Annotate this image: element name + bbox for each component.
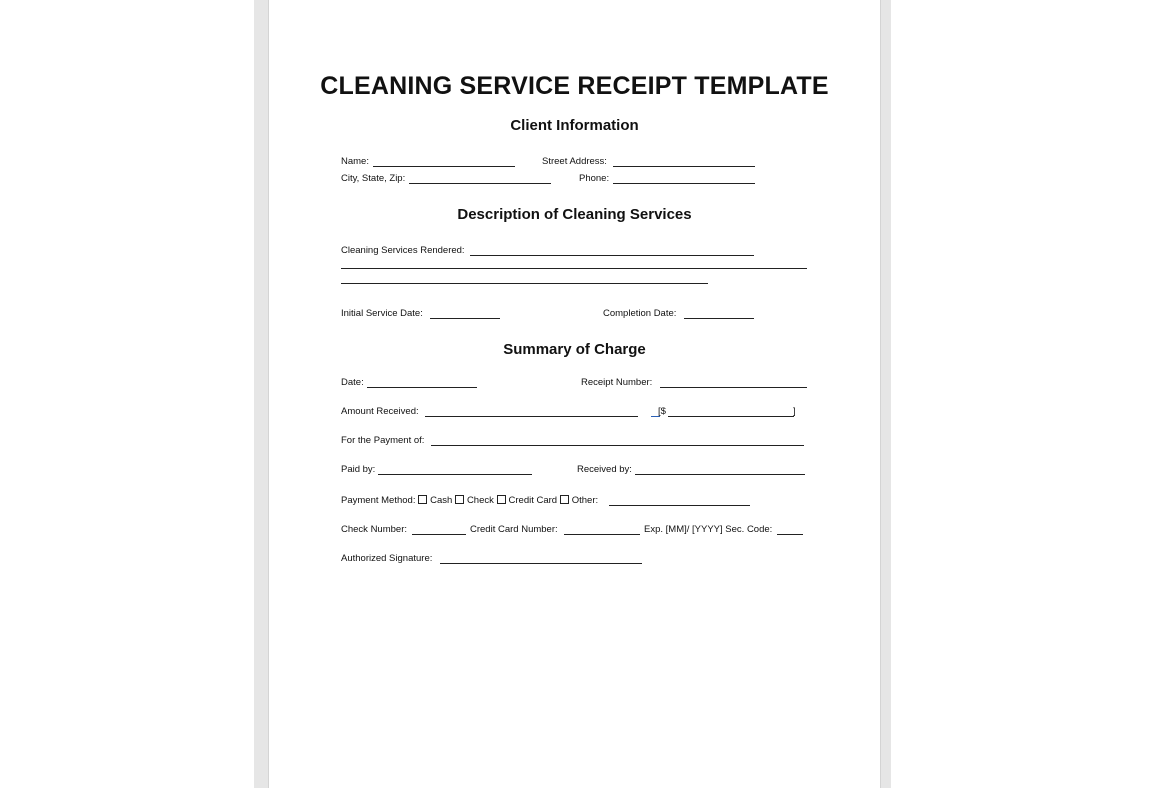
payment-of-label: For the Payment of:: [341, 435, 425, 446]
client-info-heading: Client Information: [510, 117, 639, 134]
services-rendered-line-2[interactable]: [341, 268, 807, 269]
payment-method-row: [341, 495, 598, 507]
authorized-signature-label: Authorized Signature:: [341, 553, 433, 564]
initial-service-date-field[interactable]: [430, 318, 500, 319]
page-gutter-left: [254, 0, 268, 788]
amount-dollar-field[interactable]: [668, 416, 794, 417]
received-by-field[interactable]: [635, 474, 805, 475]
receipt-number-field[interactable]: [660, 387, 807, 388]
city-state-zip-label: City, State, Zip:: [341, 173, 406, 184]
services-rendered-line-3[interactable]: [341, 283, 708, 284]
completion-date-field[interactable]: [684, 318, 754, 319]
city-state-zip-field[interactable]: [409, 183, 551, 184]
received-by-label: Received by:: [577, 464, 632, 475]
check-checkbox[interactable]: [455, 495, 464, 504]
services-rendered-field[interactable]: [470, 255, 754, 256]
date-label: Date:: [341, 377, 364, 388]
paid-by-field[interactable]: [378, 474, 532, 475]
amount-bracket-close: ]: [793, 406, 796, 417]
cash-option: Cash: [430, 495, 453, 506]
services-rendered-label: Cleaning Services Rendered:: [341, 245, 465, 256]
paid-by-label: Paid by:: [341, 464, 376, 475]
receipt-number-label: Receipt Number:: [581, 377, 653, 388]
cash-checkbox[interactable]: [418, 495, 427, 504]
name-label: Name:: [341, 156, 369, 167]
other-checkbox[interactable]: [560, 495, 569, 504]
completion-date-label: Completion Date:: [603, 308, 677, 319]
description-heading: Description of Cleaning Services: [457, 206, 692, 223]
phone-label: Phone:: [579, 173, 610, 184]
authorized-signature-field[interactable]: [440, 563, 642, 564]
phone-field[interactable]: [613, 183, 755, 184]
street-address-label: Street Address:: [542, 156, 607, 167]
exp-sec-code-label: Exp. [MM]/ [YYYY] Sec. Code:: [644, 524, 773, 535]
amount-received-label: Amount Received:: [341, 406, 419, 417]
credit-card-checkbox[interactable]: [497, 495, 506, 504]
document-page: [268, 0, 881, 788]
payment-method-label: Payment Method:: [341, 495, 416, 506]
initial-service-date-label: Initial Service Date:: [341, 308, 423, 319]
other-payment-field[interactable]: [609, 505, 750, 506]
summary-heading: Summary of Charge: [503, 341, 646, 358]
credit-card-option: Credit Card: [508, 495, 558, 506]
credit-card-number-label: Credit Card Number:: [470, 524, 558, 535]
document-title: CLEANING SERVICE RECEIPT TEMPLATE: [320, 72, 829, 100]
date-field[interactable]: [367, 387, 477, 388]
amount-bracket-open: [$: [658, 406, 666, 417]
check-number-label: Check Number:: [341, 524, 407, 535]
name-field[interactable]: [373, 166, 515, 167]
other-option: Other:: [571, 495, 599, 506]
payment-of-field[interactable]: [431, 445, 804, 446]
street-address-field[interactable]: [613, 166, 755, 167]
check-number-field[interactable]: [412, 534, 466, 535]
page-gutter-right: [880, 0, 891, 788]
check-option: Check: [466, 495, 494, 506]
sec-code-field[interactable]: [777, 534, 803, 535]
amount-received-field[interactable]: [425, 416, 638, 417]
credit-card-number-field[interactable]: [564, 534, 640, 535]
